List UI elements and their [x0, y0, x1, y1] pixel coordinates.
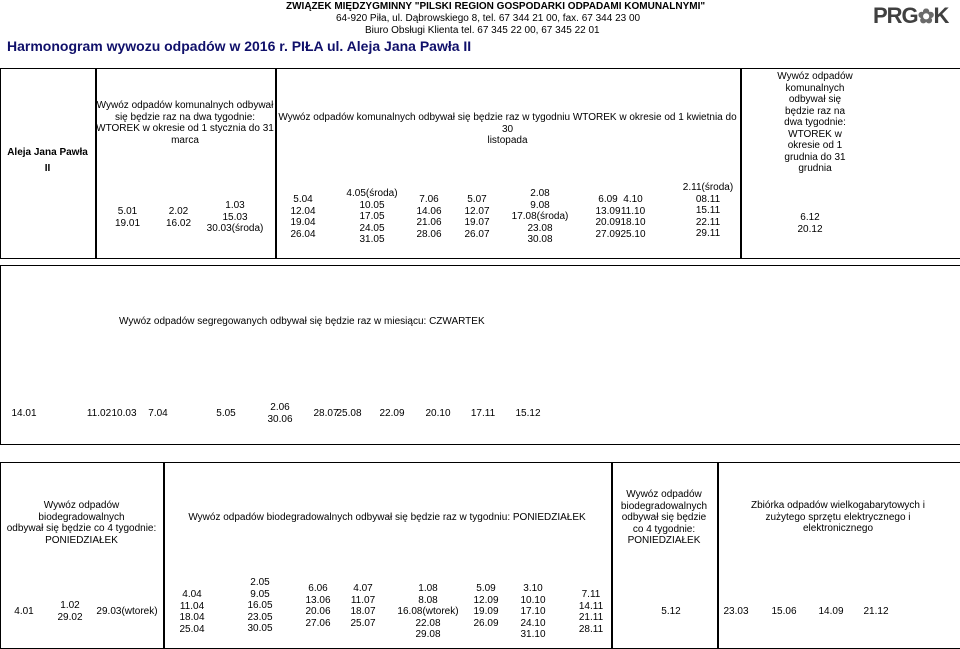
page-title: Harmonogram wywozu odpadów w 2016 r. PIŁA ul. Aleja Jana Pawła II: [7, 38, 472, 54]
seg-date-6: 2.06 30.06: [267, 402, 293, 425]
dates-december: 6.12 20.12: [797, 212, 823, 235]
dates-october: 4.10 11.10 18.10 25.10: [620, 194, 646, 240]
bio-date-july: 4.07 11.07 18.07 25.07: [350, 583, 376, 629]
seg-date-8: 25.08: [336, 408, 362, 419]
bio-date-december: 5.12: [661, 606, 681, 617]
seg-date-5: 5.05: [216, 408, 236, 419]
bulky-date-3: 14.09: [818, 606, 844, 617]
bio-date-november: 7.11 14.11 21.11 28.11: [578, 589, 604, 635]
bio-date-january: 4.01: [14, 606, 34, 617]
dates-november: 2.11(środa) 08.11 15.11 22.11 29.11: [682, 182, 734, 239]
municipal-december-desc: Wywóz odpadów komunalnych odbywał się będzie raz na dwa tygodnie: WTOREK w okresie od 1 grudnia do 31 grudnia: [777, 71, 853, 174]
bio-date-october: 3.10 10.10 17.10 24.10 31.10: [520, 583, 546, 640]
logo: [873, 3, 948, 29]
municipal-winter-desc: Wywóz odpadów komunalnych odbywał się będzie raz na dwa tygodnie: WTOREK w okresie od 1 stycznia do 31 marca: [96, 100, 274, 146]
segregated-desc: Wywóz odpadów segregowanych odbywał się będzie raz w miesiącu: CZWARTEK: [119, 316, 485, 327]
bulky-date-1: 23.03: [723, 606, 749, 617]
bio-date-may: 2.05 9.05 16.05 23.05 30.05: [247, 577, 273, 634]
seg-date-10: 20.10: [425, 408, 451, 419]
bio-date-september: 5.09 12.09 19.09 26.09: [473, 583, 499, 629]
dates-april: 5.04 12.04 19.04 26.04: [290, 194, 316, 240]
seg-date-9: 22.09: [379, 408, 405, 419]
org-address: 64-920 Piła, ul. Dąbrowskiego 8, tel. 67 344 21 00, fax. 67 344 23 00: [336, 13, 641, 24]
bulky-date-2: 15.06: [771, 606, 797, 617]
bio-weekly-desc: Wywóz odpadów biodegradowalnych odbywał się będzie raz w tygodniu: PONIEDZIAŁEK: [188, 512, 586, 523]
seg-date-4: 7.04: [148, 408, 168, 419]
seg-date-12: 15.12: [515, 408, 541, 419]
bio-date-june: 6.06 13.06 20.06 27.06: [305, 583, 331, 629]
bio-december-desc: Wywóz odpadów biodegradowalnych odbywał się będzie co 4 tygodnie: PONIEDZIAŁEK: [620, 489, 708, 546]
dates-june: 7.06 14.06 21.06 28.06: [416, 194, 442, 240]
dates-august: 2.08 9.08 17.08(środa) 23.08 30.08: [511, 188, 569, 245]
logo-text: PRG: [873, 3, 918, 28]
seg-date-11: 17.11: [470, 408, 496, 419]
dates-may: 4.05(środa) 10.05 17.05 24.05 31.05: [346, 188, 398, 245]
bio-date-august: 1.08 8.08 16.08(wtorek) 22.08 29.08: [397, 583, 459, 640]
dates-january: 5.01 19.01: [114, 206, 141, 229]
seg-date-2: 11.02: [86, 408, 112, 419]
logo-text-end: K: [933, 3, 949, 28]
bulky-box: [717, 462, 960, 649]
street-name: Aleja Jana Pawła II: [7, 147, 88, 174]
dates-february: 2.02 16.02: [165, 206, 192, 229]
seg-date-7: 28.07: [313, 408, 339, 419]
org-phone: Biuro Obsługi Klienta tel. 67 345 22 00, 67 345 22 01: [365, 25, 600, 36]
bulky-date-4: 21.12: [863, 606, 889, 617]
bio-monthly-desc: Wywóz odpadów biodegradowalnych odbywał się będzie co 4 tygodnie: PONIEDZIAŁEK: [6, 500, 157, 546]
dates-march: 1.03 15.03 30.03(środa): [206, 200, 264, 234]
seg-date-1: 14.01: [11, 408, 37, 419]
dates-july: 5.07 12.07 19.07 26.07: [464, 194, 490, 240]
org-name: ZWIĄZEK MIĘDZYGMINNY "PILSKI REGION GOSPODARKI ODPADAMI KOMUNALNYMI": [286, 1, 706, 12]
leaf-icon: ✿: [917, 6, 934, 28]
bulky-desc: Zbiórka odpadów wielkogabarytowych i zużytego sprzętu elektrycznego i elektronicznego: [751, 500, 925, 534]
bio-date-february: 1.02 29.02: [57, 600, 83, 623]
seg-date-3: 10.03: [111, 408, 137, 419]
bio-date-april: 4.04 11.04 18.04 25.04: [179, 589, 205, 635]
dates-september: 6.09 13.09 20.09 27.09: [595, 194, 621, 240]
bio-date-march: 29.03(wtorek): [96, 606, 158, 617]
municipal-weekly-desc: Wywóz odpadów komunalnych odbywał się będzie raz w tygodniu WTOREK w okresie od 1 kwietnia do 30 listopada: [278, 112, 737, 146]
